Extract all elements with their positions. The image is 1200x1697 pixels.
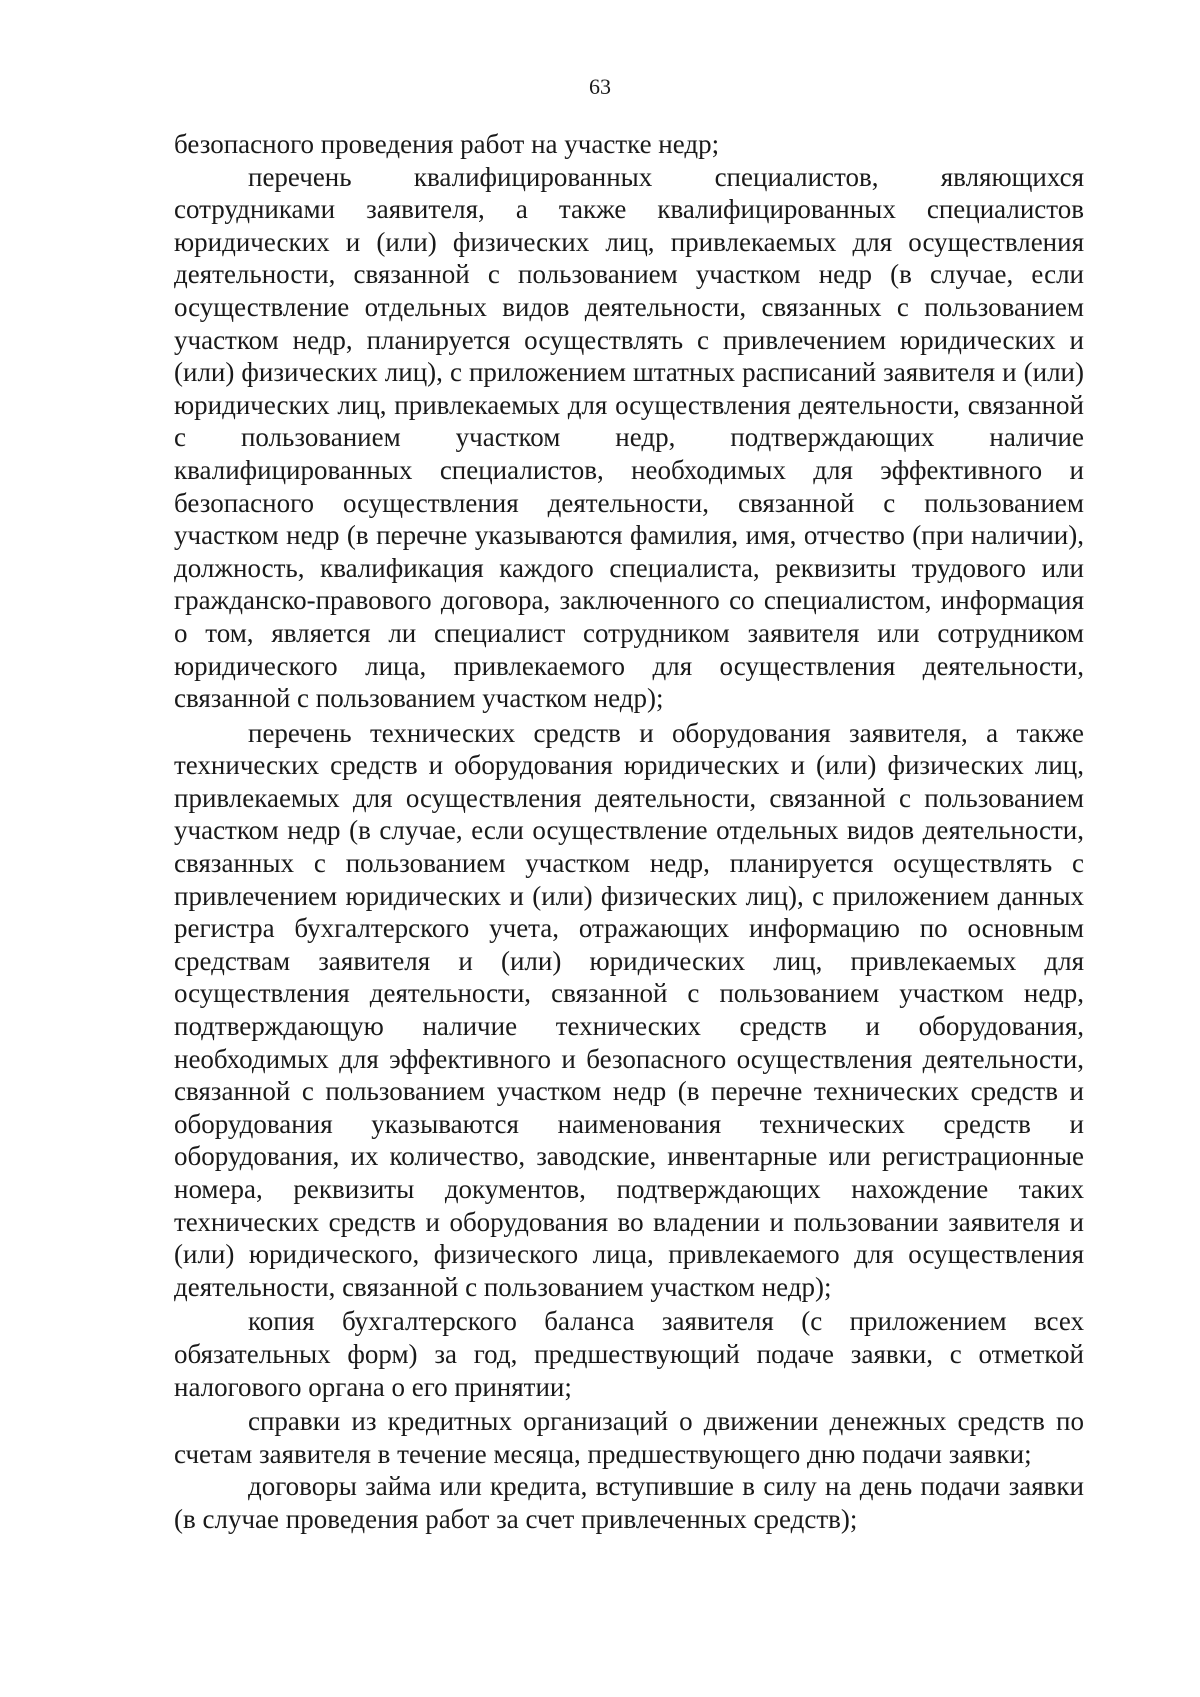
paragraph-balance-copy: копия бухгалтерского баланса заявителя (с приложением всех обязательных форм) за год, предшествующий подаче заявки, с отметкой налогового органа о его принятии; [174,1306,1084,1402]
document-body [174,128,1084,1536]
paragraph-equipment-list: перечень технических средств и оборудования заявителя, а также технических средств и оборудования юридических и (или) физических лиц, привлекаемых для осуществления деятельности, связанной с пользованием участком недр (в случае, если осуществление отдельных видов деятельности, связанных с пользованием участком недр, планируется осуществлять с привлечением юридических и (или) физических лиц), с приложением данных регистра бухгалтерского учета, отражающих информацию по основным средствам заявителя и (или) юридических лиц, привлекаемых для осуществления деятельности, связанной с пользованием участком недр, подтверждающую наличие технических средств и оборудования, необходимых для эффективного и безопасного осуществления деятельности, связанной с пользованием участком недр (в перечне технических средств и оборудования указываются наименования технических средств и оборудования, их количество, заводские, инвентарные или регистрационные номера, реквизиты документов, подтверждающих нахождение таких технических средств и оборудования во владении и пользовании заявителя и (или) юридического, физического лица, привлекаемого для осуществления деятельности, связанной с пользованием участком недр); [174,717,1084,1302]
paragraph-bank-statements: справки из кредитных организаций о движении денежных средств по счетам заявителя в течение месяца, предшествующего дню подачи заявки; [174,1406,1084,1469]
page-number: 63 [589,74,611,99]
paragraph-specialists-list: перечень квалифицированных специалистов, являющихся сотрудниками заявителя, а также квалифицированных специалистов юридических и (или) физических лиц, привлекаемых для осуществления деятельности, связанной с пользованием участком недр (в случае, если осуществление отдельных видов деятельности, связанных с пользованием участком недр, планируется осуществлять с привлечением юридических и (или) физических лиц), с приложением штатных расписаний заявителя и (или) юридических лиц, привлекаемых для осуществления деятельности, связанной с пользованием участком недр, подтверждающих наличие квалифицированных специалистов, необходимых для эффективного и безопасного осуществления деятельности, связанной с пользованием участком недр (в перечне указываются фамилия, имя, отчество (при наличии), должность, квалификация каждого специалиста, реквизиты трудового или гражданско-правового договора, заключенного со специалистом, информация о том, является ли специалист сотрудником заявителя или сотрудником юридического лица, привлекаемого для осуществления деятельности, связанной с пользованием участком недр); [174,161,1084,714]
paragraph-continuation: безопасного проведения работ на участке недр; [174,129,720,159]
paragraph-loan-agreements: договоры займа или кредита, вступившие в силу на день подачи заявки (в случае проведения работ за счет привлеченных средств); [174,1471,1084,1534]
